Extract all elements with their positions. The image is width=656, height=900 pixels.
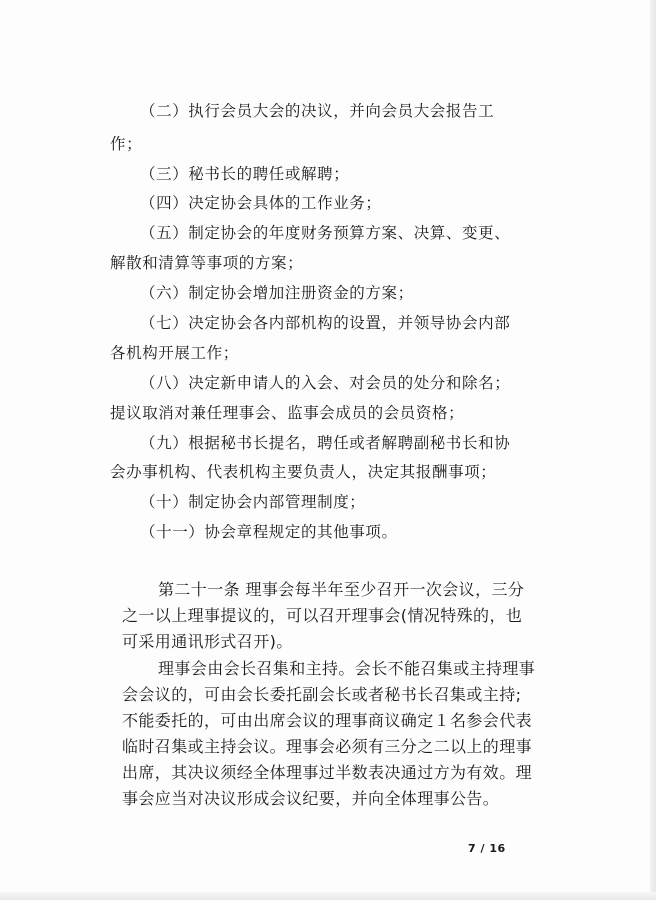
article-heading-line: 第二十一条 理事会每半年至少召开一次会议，三分 xyxy=(158,580,525,599)
paragraph-line: 出席，其决议须经全体理事过半数表决通过方为有效。理 xyxy=(122,763,533,782)
paragraph-line: （十）制定协会内部管理制度； xyxy=(140,493,366,511)
paragraph-line: 提议取消对兼任理事会、监事会成员的会员资格； xyxy=(110,404,465,422)
paragraph-line: （四）决定协会具体的工作业务； xyxy=(140,194,382,212)
paragraph-line: 会办事机构、代表机构主要负责人，决定其报酬事项； xyxy=(110,463,497,481)
paragraph-line: 理事会由会长召集和主持。会长不能召集或主持理事 xyxy=(158,659,536,678)
paragraph-line: 各机构开展工作； xyxy=(110,344,239,362)
paragraph-line: （九）根据秘书长提名，聘任或者解聘副秘书长和协 xyxy=(140,434,511,452)
paragraph-line: 作； xyxy=(110,135,143,153)
paragraph-line: （八）决定新申请人的入会、对会员的处分和除名； xyxy=(140,374,511,392)
page-number: 7 / 16 xyxy=(468,842,506,855)
scan-edge xyxy=(0,892,656,900)
paragraph-line: 不能委托的，可由出席会议的理事商议确定１名参会代表 xyxy=(122,711,533,730)
paragraph-line: 之一以上理事提议的，可以召开理事会(情况特殊的，也 xyxy=(122,606,523,625)
paragraph-line: （六）制定协会增加注册资金的方案； xyxy=(140,284,414,302)
paragraph-line: （三）秘书长的聘任或解聘； xyxy=(140,165,350,183)
paragraph-line: （五）制定协会的年度财务预算方案、决算、变更、 xyxy=(140,224,511,242)
paragraph-line: 事会应当对决议形成会议纪要，并向全体理事公告。 xyxy=(122,789,500,808)
paragraph-line: （二）执行会员大会的决议，并向会员大会报告工 xyxy=(140,102,495,120)
paragraph-line: 会会议的，可由会长委托副会长或者秘书长召集或主持; xyxy=(122,685,522,704)
scan-edge xyxy=(650,0,656,900)
paragraph-line: （七）决定协会各内部机构的设置，并领导协会内部 xyxy=(140,314,511,332)
paragraph-line: 临时召集或主持会议。理事会必须有三分之二以上的理事 xyxy=(122,737,533,756)
paragraph-line: 解散和清算等事项的方案； xyxy=(110,254,304,272)
paragraph-line: （十一）协会章程规定的其他事项。 xyxy=(140,523,398,541)
paragraph-line: 可采用通讯形式召开)。 xyxy=(122,632,293,651)
